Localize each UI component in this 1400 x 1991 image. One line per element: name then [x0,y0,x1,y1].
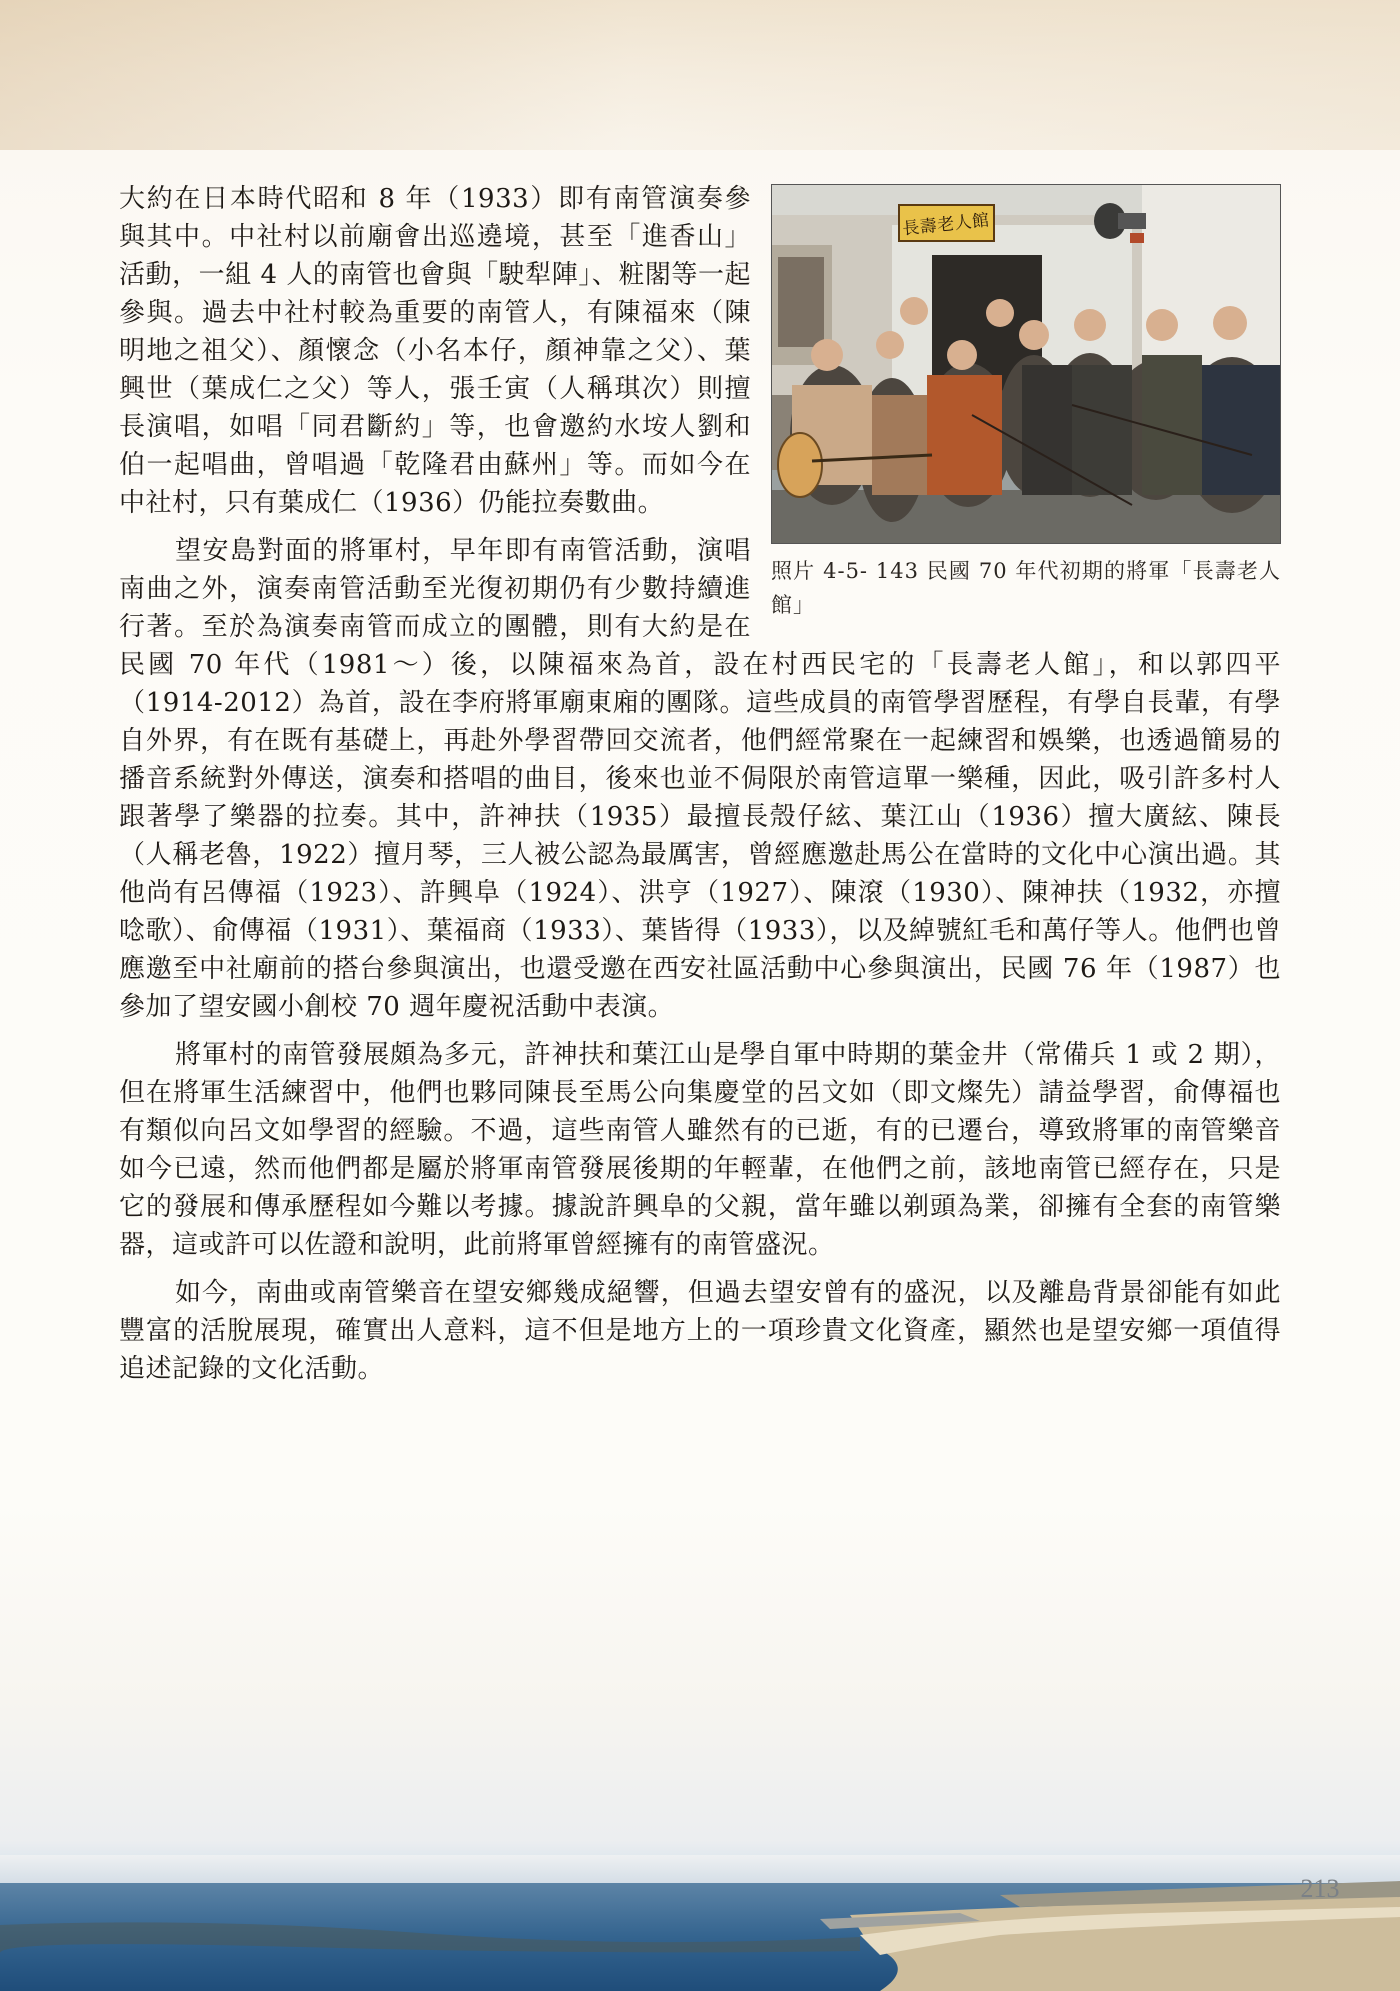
paragraph-3: 將軍村的南管發展頗為多元，許神扶和葉江山是學自軍中時期的葉金井（常備兵 1 或 2 期），但在將軍生活練習中，他們也夥同陳長至馬公向集慶堂的呂文如（即文燦先）請益學習，俞傳福也有類似向呂文如學習的經驗。不過，這些南管人雖然有的已逝，有的已遷台，導致將軍的南管樂音如今已遠，然而他們都是屬於將軍南管發展後期的年輕輩，在他們之前，該地南管已經存在，只是它的發展和傳承歷程如今難以考據。據說許興阜的父親，當年雖以剃頭為業，卻擁有全套的南管樂器，這或許可以佐證和說明，此前將軍曾經擁有的南管盛況。 [119,1040,1281,1260]
paragraph-4: 如今，南曲或南管樂音在望安鄉幾成絕響，但過去望安曾有的盛況，以及離島背景卻能有如此豐富的活脫展現，確實出人意料，這不但是地方上的一項珍貴文化資產，顯然也是望安鄉一項值得追述記錄的文化活動。 [119,1278,1281,1384]
coastal-seascape [0,1855,1400,1991]
paragraph-2: 望安島對面的將軍村，早年即有南管活動，演唱南曲之外，演奏南管活動至光復初期仍有少數持續進行著。至於為演奏南管而成立的團體，則有大約是在民國 70 年代（1981～）後，以陳福來為首，設在村西民宅的「長壽老人館」，和以郭四平（1914-2012）為首，設在李府將軍廟東廂的團隊。這些成員的南管學習歷程，有學自長輩，有學自外界，有在既有基礎上，再赴外學習帶回交流者，他們經常聚在一起練習和娛樂，也透過簡易的播音系統對外傳送，演奏和搭唱的曲目，後來也並不侷限於南管這單一樂種，因此，吸引許多村人跟著學了樂器的拉奏。其中，許神扶（1935）最擅長殼仔絃、葉江山（1936）擅大廣絃、陳長（人稱老魯，1922）擅月琴，三人被公認為最厲害，曾經應邀赴馬公在當時的文化中心演出過。其他尚有呂傳福（1923）、許興阜（1924）、洪亨（1927）、陳滾（1930）、陳神扶（1932，亦擅唸歌）、俞傳福（1931）、葉福商（1933）、葉皆得（1933），以及綽號紅毛和萬仔等人。他們也曾應邀至中社廟前的搭台參與演出，也還受邀在西安社區活動中心參與演出，民國 76 年（1987）也參加了望安國小創校 70 週年慶祝活動中表演。 [119,536,1281,1022]
historical-photo-elderly-musicians [771,184,1281,544]
body-text [119,180,1281,1398]
paragraph-1: 大約在日本時代昭和 8 年（1933）即有南管演奏參與其中。中社村以前廟會出巡遶境，甚至「進香山」活動，一組 4 人的南管也會與「駛犁陣」、粧閣等一起參與。過去中社村較為重要的南管人，有陳福來（陳明地之祖父）、顏懷念（小名本仔，顏神靠之父）、葉興世（葉成仁之父）等人，張壬寅（人稱琪次）則擅長演唱，如唱「同君斷約」等，也會邀約水垵人劉和伯一起唱曲，曾唱過「乾隆君由蘇州」等。而如今在中社村，只有葉成仁（1936）仍能拉奏數曲。 [119,184,751,518]
temple-sign [899,205,994,241]
photo-caption: 照片 4-5- 143 民國 70 年代初期的將軍「長壽老人館」 [771,559,1281,617]
top-decorative-band [0,0,1400,150]
svg-text:長壽老人館: 長壽老人館 [901,210,991,240]
page-number: 213 [1300,1874,1340,1903]
photo-figure [771,184,1281,622]
